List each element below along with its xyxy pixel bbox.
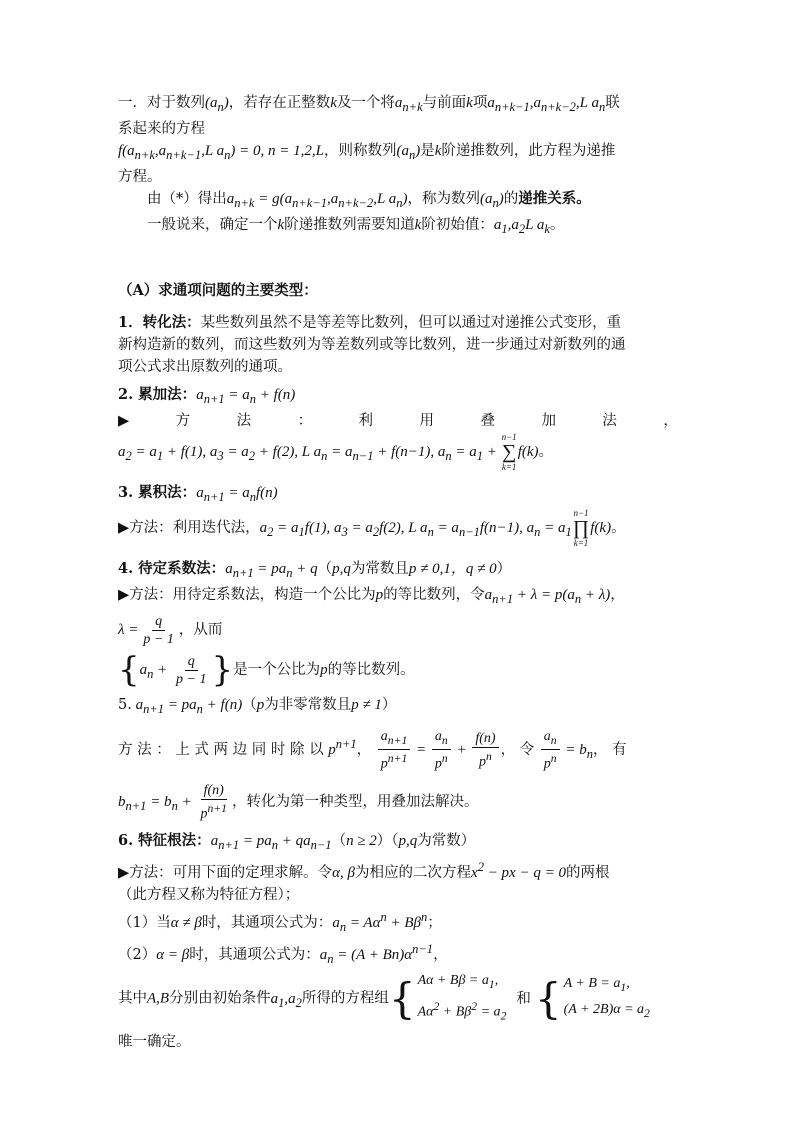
method-4: 4. 待定系数法：$a_{n+1} = pa_n + q(p,q$为常数且p ≠ 0,1，q ≠ 0）	[118, 560, 512, 580]
equation-system-2: { $A + B = a_1$, $(A + 2B)\alpha = a_2$	[534, 973, 650, 1023]
intro-line-1: 一．对于数列$(a_n)$，若存在正整数k及一个将$a_{n+k}$与前面k项$a_{n+k-1},a_{n+k-2},L$ $a_n$联	[118, 95, 620, 114]
method-5-line-3: $b_{n+1} = b_n$ + $\frac{f(n)}{p^{n+1}}$ ，转化为第一种类型，用叠加法解决。	[118, 782, 479, 822]
method-4-lambda: λ = $\frac{q}{p - 1}$ ，从而	[118, 613, 223, 647]
arrow-icon: ▶	[118, 413, 130, 429]
equation-system-1: { $A\alpha + B\beta = a_1$, $A\alpha^2 + B\beta^2 = a_2$	[388, 973, 507, 1023]
fraction: $\frac{a_n}{p^n}$	[541, 728, 560, 772]
method-1: 1．转化法：某些数列虽然不是等差等比数列，但可以通过对递推公式变形，重	[118, 314, 622, 331]
method-5-line-2: 方 法 ： 上 式 两 边 同 时 除 以 $p^{n+1}$， $\frac{a_{n+1}}{p^{n+1}}$ = $\frac{a_n}{p^n}$ + $\frac{f(n)}{p^n}$ ， 令 $\frac{a_n}{p^n}$ = $b_n$， 有	[118, 728, 627, 772]
method-4-line-2: ▶方法：用待定系数法，构造一个公比为p的等比数列，令$a_{n+1} + \lambda = p(a_n + \lambda)$，	[118, 587, 625, 606]
method-3-formula: ▶方法：利用迭代法，$a_2 = a_1f(1)$, $a_3 = a_2f(2)$, L $a_n = a_{n-1}f(n-1)$, $a_n = a_1$ n−1 ∏ k=1 f(k)。	[118, 508, 626, 548]
method-6-systems: 其中A,B分别由初始条件$a_1,a_2$所得的方程组 { $A\alpha + B\beta = a_1$, $A\alpha^2 + B\beta^2 = a_2$ 和 { $A + B = a_1$, $(A + 2B)\alpha = a_2$	[118, 970, 678, 1031]
method-6: 6. 特征根法：$a_{n+1} = pa_n + qa_{n-1}(n \ge 2)(p,q$为常数）	[118, 832, 476, 852]
seq-notation: $(a_n)$	[205, 95, 229, 114]
product-symbol: n−1 ∏ k=1	[572, 508, 590, 548]
method-1-title: 1．转化法：	[118, 314, 201, 331]
fraction: $\frac{f(n)}{p^n}$	[472, 730, 498, 771]
intro-line-6: 一般说来，确定一个k阶递推数列需要知道k阶初始值：$a_1,a_2L$ $a_k$。	[147, 217, 565, 236]
method-6-case-1: （1）当α ≠ β时，其通项公式为：$a_n = A\alpha^n + B\beta^n$；	[118, 910, 442, 934]
document-page: 一．对于数列$(a_n)$，若存在正整数k及一个将$a_{n+k}$与前面k项$a_{n+k-1},a_{n+k-2},L$ $a_n$联 系起来的方程 $f(a_{n+k},a_{n+k-1},L$ $a_n) = 0$, n = 1,2,L，则称数列$(a_n)$是k阶递推数列，此方程为递推 方程。 由（*）得出$a_{n+k} = g(a_{n+k-1},a_{n+k-2},L$ $a_n$)，称为数列$(a_n)$的递推关系。 一般说来，确定一个k阶递推数列需要知道k阶初始值：$a_1,a_2L$ $a_k$。 （A）求通项问题的主要类型： 1．转化法：某些数列虽然不是等差等比数列，但可以通过对递推公式变形，重 新构造新的数列，而这些数列为等差数列或等比数列，进一步通过对新数列的通 项公式求出原数列的通项。 2. 累加法：$a_{n+1} = a_n + f(n)$ ▶ 方 法 ： 利 用 叠 加 法 ， $a_2 = a_1 + f(1)$, $a_3 = a_2 + f(2)$, L $a_n = a_{n-1} + f(n-1)$, $a_n = a_1$ + n−1 ∑ k=1 f(k)。 3. 累积法：$a_{n+1} = a_nf(n)$ ▶方法：利用迭代法，$a_2 = a_1f(1)$, $a_3 = a_2f(2)$, L $a_n = a_{n-1}f(n-1)$, $a_n = a_1$ n−1 ∏ k=1 f(k)。 4. 待定系数法：$a_{n+1} = pa_n + q(p,q$为常数且p ≠ 0,1，q ≠ 0） ▶方法：用待定系数法，构造一个公比为p的等比数列，令$a_{n+1} + \lambda = p(a_n + \lambda)$， λ = $\frac{q}{p - 1}$ ，从而 { $a_n$ + $\frac{q}{p - 1}$ } 是一个公比为p的等比数列。 5. $a_{n+1} = pa_n + f(n)(p$为非零常数且p ≠ 1） 方 法 ： 上 式 两 边 同 时 除 以 $p^{n+1}$， $\frac{a_{n+1}}{p^{n+1}}$ = $\frac{a_n}{p^n}$ + $\frac{f(n)}{p^n}$ ， 令 $\frac{a_n}{p^n}$ = $b_n$， 有 $b_{n+1} = b_n$ + $\frac{f(n)}{p^{n+1}}$ ，转化为第一种类型，用叠加法解决。 6. 特征根法：$a_{n+1} = pa_n + qa_{n-1}(n \ge 2)(p,q$为常数） ▶方法：可用下面的定理求解。令α, β为相应的二次方程$x^2$ − px − q = 0的两根 （此方程又称为特征方程）； （1）当α ≠ β时，其通项公式为：$a_n = A\alpha^n + B\beta^n$； （2）α = β时，其通项公式为：$a_n = (A + Bn)\alpha^{n-1}$， 其中A,B分别由初始条件$a_1,a_2$所得的方程组 { $A\alpha + B\beta = a_1$, $A\alpha^2 + B\beta^2 = a_2$ 和 { $A + B = a_1$, $(A + 2B)\alpha = a_2$ 唯一确定。	[118, 92, 678, 1053]
recurrence-equation: $f(a_{n+k},a_{n+k-1},L$ $a_n) = 0$, n = 1,2,L	[118, 143, 324, 162]
method-2-formula: $a_2 = a_1 + f(1)$, $a_3 = a_2 + f(2)$, L $a_n = a_{n-1} + f(n-1)$, $a_n = a_1$ + n−1 ∑ k=1 f(k)。	[118, 432, 554, 472]
section-heading: （A）求通项问题的主要类型：	[118, 282, 318, 299]
method-5: 5. $a_{n+1} = pa_n + f(n)(p$为非零常数且p ≠ 1）	[118, 697, 397, 716]
intro-line-2: 系起来的方程	[118, 121, 205, 137]
bold-term: 递推关系。	[518, 190, 591, 207]
fraction: $\frac{q}{p - 1}$	[176, 653, 207, 687]
fraction: $\frac{f(n)}{p^{n+1}}$	[200, 782, 227, 822]
fraction: $\frac{a_n}{p^n}$	[432, 728, 451, 772]
method-6-title: 6. 特征根法：	[118, 832, 211, 849]
sum-symbol: n−1 ∑ k=1	[501, 432, 517, 472]
method-5-title: 5.	[118, 697, 132, 713]
method-2-title: 2. 累加法：	[118, 386, 197, 403]
method-3: 3. 累积法：$a_{n+1} = a_nf(n)$	[118, 484, 278, 504]
intro-line-3: $f(a_{n+k},a_{n+k-1},L$ $a_n) = 0$, n = 1,2,L，则称数列$(a_n)$是k阶递推数列，此方程为递推	[118, 143, 616, 162]
method-6-line-2: ▶方法：可用下面的定理求解。令α, β为相应的二次方程$x^2$ − px − q = 0的两根	[118, 860, 610, 881]
method-4-result: { $a_n$ + $\frac{q}{p - 1}$ } 是一个公比为p的等比数列。	[118, 650, 415, 690]
fraction: $\frac{a_{n+1}}{p^{n+1}}$	[378, 728, 411, 772]
method-2-spread-line: ▶ 方 法 ： 利 用 叠 加 法 ，	[118, 410, 678, 432]
method-3-title: 3. 累积法：	[118, 484, 197, 501]
method-4-title: 4. 待定系数法：	[118, 560, 226, 577]
intro-line-5: 由（*）得出$a_{n+k} = g(a_{n+k-1},a_{n+k-2},L$ $a_n$)，称为数列$(a_n)$的递推关系。	[147, 190, 591, 210]
method-6-case-2: （2）α = β时，其通项公式为：$a_n = (A + Bn)\alpha^{n-1}$，	[118, 942, 448, 966]
method-2: 2. 累加法：$a_{n+1} = a_n + f(n)$	[118, 386, 296, 406]
fraction: $\frac{q}{p - 1}$	[143, 613, 174, 647]
intro-line-4: 方程。	[118, 169, 162, 185]
